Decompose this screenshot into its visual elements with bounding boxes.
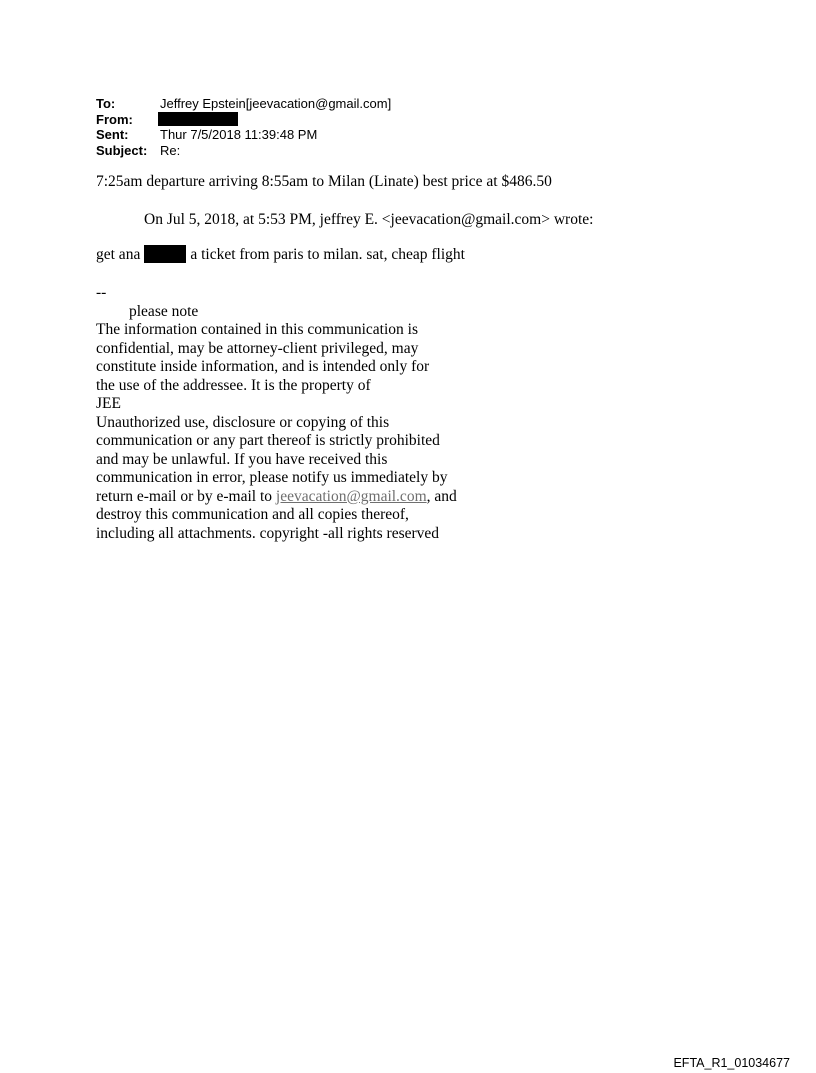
disclaimer-line: JEE	[96, 395, 121, 412]
to-row	[96, 96, 391, 112]
from-row	[96, 112, 391, 128]
disclaimer-text: return e-mail or by e-mail to	[96, 487, 276, 505]
sent-value: Thur 7/5/2018 11:39:48 PM	[160, 127, 318, 142]
subject-row	[96, 143, 391, 159]
reply-text: 7:25am departure arriving 8:55am to Milan (Linate) best price at $486.50	[96, 173, 552, 190]
from-redaction	[158, 112, 238, 126]
disclaimer-line: the use of the addressee. It is the property of	[96, 376, 371, 394]
from-label: From:	[96, 111, 133, 127]
signature-separator: --	[96, 284, 107, 301]
to-value: Jeffrey Epstein[jeevacation@gmail.com]	[160, 96, 392, 111]
disclaimer-line: Unauthorized use, disclosure or copying of this	[96, 413, 390, 431]
request-text-before: get ana	[96, 246, 141, 263]
disclaimer-line: constitute inside information, and is intended only for	[96, 358, 430, 375]
disclaimer-note: please note	[129, 302, 199, 320]
disclaimer-line	[96, 488, 457, 507]
disclaimer-line: confidential, may be attorney-client privileged, may	[96, 339, 419, 357]
to-label: To:	[96, 96, 116, 111]
quote-header: On Jul 5, 2018, at 5:53 PM, jeffrey E. <jeevacation@gmail.com> wrote:	[144, 211, 594, 228]
request-text-after: a ticket from paris to milan. sat, cheap flight	[190, 246, 465, 263]
disclaimer-line: The information contained in this communication is	[96, 321, 418, 338]
name-redaction	[144, 245, 186, 263]
document-id: EFTA_R1_01034677	[673, 1056, 790, 1070]
disclaimer-line: communication in error, please notify us immediately by	[96, 469, 448, 486]
email-link[interactable]: jeevacation@gmail.com	[275, 487, 427, 505]
sent-row	[96, 127, 391, 143]
disclaimer-text: , and	[426, 487, 457, 505]
disclaimer-line: and may be unlawful. If you have received this	[96, 450, 388, 468]
disclaimer-line: communication or any part thereof is strictly prohibited	[96, 432, 440, 449]
subject-label: Subject:	[96, 142, 148, 158]
email-header	[96, 96, 391, 158]
sent-label: Sent:	[96, 127, 129, 142]
subject-value: Re:	[160, 142, 181, 158]
disclaimer-block	[96, 284, 457, 543]
disclaimer-line: destroy this communication and all copies thereof,	[96, 506, 409, 523]
quoted-request	[96, 246, 465, 264]
disclaimer-line: including all attachments. copyright -all rights reserved	[96, 524, 440, 542]
